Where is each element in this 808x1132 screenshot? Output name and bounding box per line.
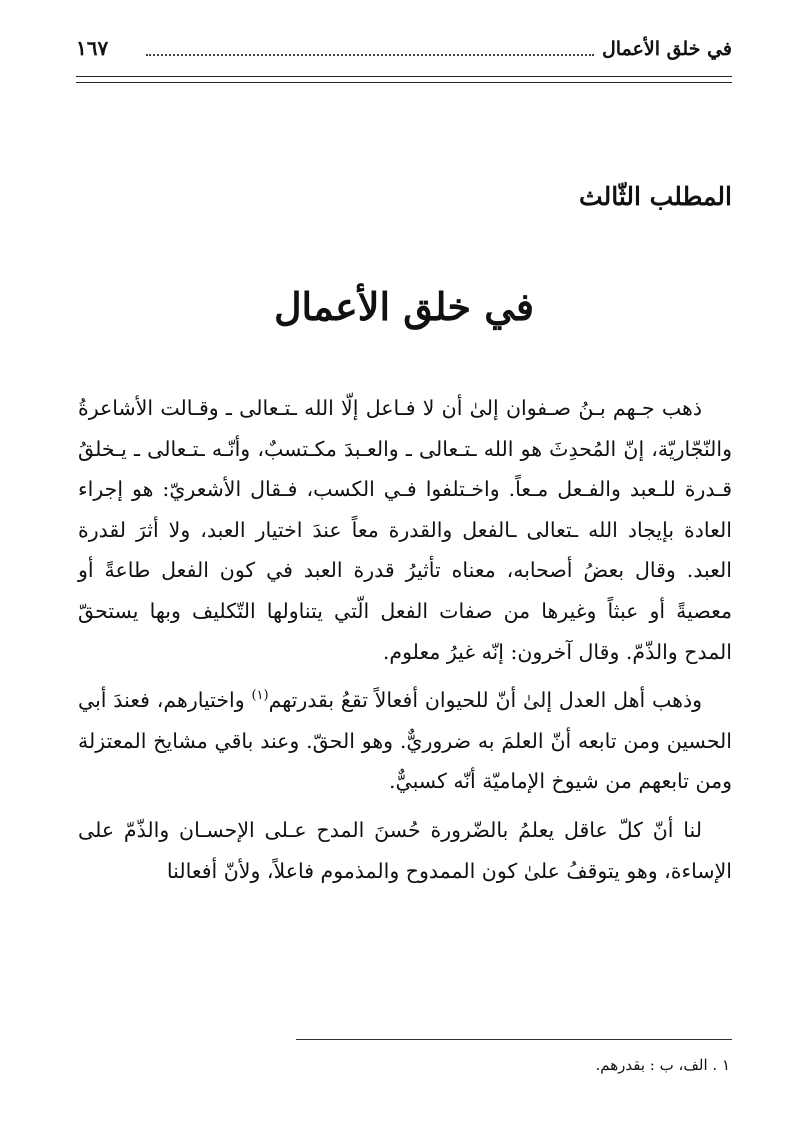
footnote: ١ . الف، ب : بقدرهم. xyxy=(595,1056,730,1074)
header-rule-bottom xyxy=(76,82,732,83)
paragraph-2-end: واختيارهم، فعندَ أبي الحسين ومن تابعه أنّ العلمَ به ضروريٌّ. وهو الحقّ. وعند باقي مشايخ المعتزلة ومن تابعهم من شيوخ الإماميّة أنّه كسبيٌّ. xyxy=(78,688,732,794)
paragraph-2-start: وذهب أهل العدل إلىٰ أنّ للحيوان أفعالاً تقعُ بقدرتهم xyxy=(268,688,702,713)
header-rule-top xyxy=(76,76,732,77)
body-text xyxy=(78,388,732,899)
running-header xyxy=(76,34,732,74)
page-number: ١٦٧ xyxy=(76,36,109,60)
paragraph-3: لنا أنّ كلّ عاقل يعلمُ بالضّرورة حُسنَ المدح عـلى الإحسـان والذّمّ على الإساءة، وهو يتوقفُ علىٰ كون الممدوح والمذموم فاعلاً، ولأنّ أفعالنا xyxy=(78,817,732,883)
chapter-title: في خلق الأعمال xyxy=(273,284,535,329)
running-title: في خلق الأعمال xyxy=(601,38,732,60)
footnote-rule xyxy=(296,1039,732,1040)
footnote-marker[interactable]: (١) xyxy=(251,688,269,704)
paragraph-1: ذهب جـهم بـنُ صـفوان إلىٰ أن لا فـاعل إلّا الله ـتـعالى ـ وقـالت الأشاعرةُ والنّجّاريّة، إنّ المُحدِثَ هو الله ـتـعالى ـ والعـبدَ مكـتسبٌ، وأنّـه ـتـعالى ـ يـخلقُ قـدرة للـعبد والفـعل مـعاً. واخـتلفوا فـي الكسب، فـقال الأشعريّ: هو إجراء العادة بإيجاد الله ـتعالى ـالفعل والقدرة معاً عندَ اختيار العبد، ولا أثرَ لقدرة العبد. وقال بعضُ أصحابه، معناه تأثيرُ قدرة العبد في كون الفعل طاعةً أو معصيةً أو عبثاً وغيرها من صفات الفعل الّتي يتناولها التّكليف وبها يستحقّ المدح والذّمّ. وقال آخرون: إنّه غيرُ معلوم. xyxy=(78,396,732,664)
paragraph-2 xyxy=(78,680,732,802)
section-label: المطلب الثّالث xyxy=(579,182,732,211)
leader-dots xyxy=(146,54,594,56)
